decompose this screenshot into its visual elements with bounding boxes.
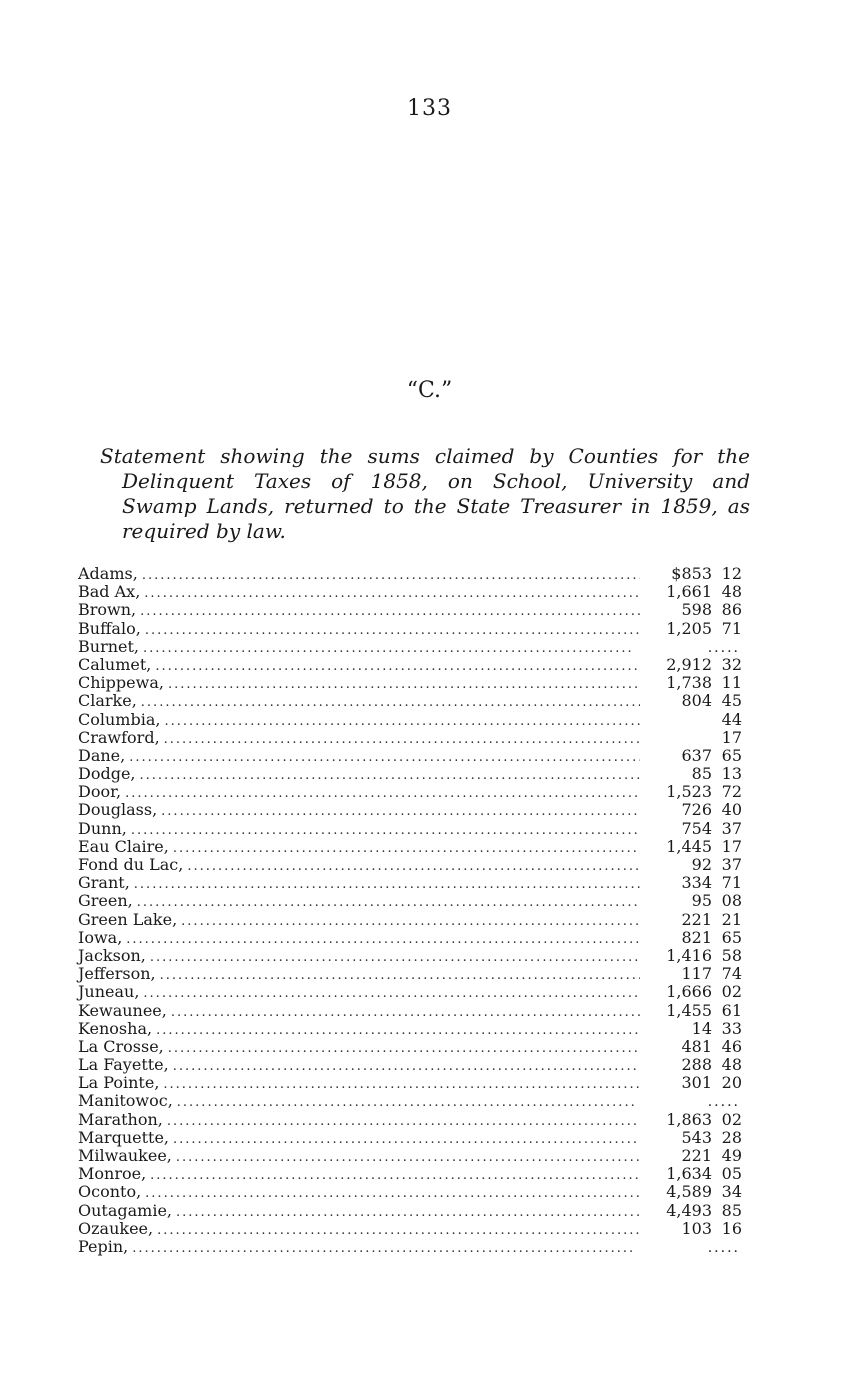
table-row bbox=[78, 856, 746, 874]
dot-leader bbox=[173, 840, 640, 858]
amount-dollars: $853 bbox=[671, 564, 712, 583]
dot-leader bbox=[143, 985, 640, 1003]
dot-leader bbox=[129, 749, 640, 767]
county-name: Monroe, bbox=[78, 1164, 147, 1184]
amount-dollars: 1,205 bbox=[666, 618, 712, 638]
table-row bbox=[78, 929, 746, 947]
amount-dollars: 85 bbox=[691, 764, 712, 784]
amount-dollars: 14 bbox=[691, 1018, 712, 1038]
dot-leader bbox=[125, 785, 640, 803]
amount-dollars: 1,634 bbox=[666, 1164, 712, 1184]
dot-leader bbox=[163, 1076, 640, 1094]
dot-leader bbox=[164, 713, 640, 731]
amount-dollars: 1,738 bbox=[666, 673, 712, 693]
amount-cents: 65 bbox=[721, 927, 742, 947]
county-name: La Crosse, bbox=[78, 1036, 164, 1056]
appendix-label: “C.” bbox=[406, 378, 453, 403]
amount-cents: 32 bbox=[721, 654, 742, 674]
amount-dollars: 288 bbox=[681, 1055, 712, 1075]
dot-leader bbox=[142, 567, 640, 585]
amount-cents: 61 bbox=[721, 1000, 742, 1020]
dot-leader bbox=[145, 622, 640, 640]
amount-cents: 16 bbox=[721, 1218, 742, 1238]
dot-leader bbox=[156, 1022, 640, 1040]
amount-dollars: 221 bbox=[681, 909, 712, 929]
dot-leader bbox=[176, 1149, 640, 1167]
county-name: Eau Claire, bbox=[78, 836, 169, 856]
table-row bbox=[78, 747, 746, 765]
county-name: Ozaukee, bbox=[78, 1218, 154, 1238]
amount-cents: 48 bbox=[721, 1055, 742, 1075]
dot-leader bbox=[164, 731, 640, 749]
dot-leader bbox=[157, 1222, 640, 1240]
table-row bbox=[78, 911, 746, 929]
table-row bbox=[78, 783, 746, 801]
table-row bbox=[78, 1056, 746, 1074]
table-row bbox=[78, 1165, 746, 1183]
dot-leader bbox=[137, 894, 640, 912]
amount-cents: 05 bbox=[721, 1164, 742, 1184]
table-row bbox=[78, 1183, 746, 1201]
amount-cents: 44 bbox=[721, 709, 742, 729]
dot-leader bbox=[150, 949, 640, 967]
dot-leader bbox=[143, 640, 634, 658]
table-row bbox=[78, 838, 746, 856]
table-row bbox=[78, 1129, 746, 1147]
amount-dollars: 726 bbox=[681, 800, 712, 820]
amount-dollars: 95 bbox=[691, 891, 712, 911]
county-name: Juneau, bbox=[78, 982, 140, 1002]
amount-dollars: 221 bbox=[681, 1146, 712, 1165]
amount-cents: 17 bbox=[721, 836, 742, 856]
table-row bbox=[78, 1111, 746, 1129]
county-name: Iowa, bbox=[78, 927, 123, 947]
blank-amount: ..... bbox=[707, 1239, 740, 1256]
table-row bbox=[78, 801, 746, 819]
county-name: Buffalo, bbox=[78, 618, 141, 638]
amount-cents: 12 bbox=[721, 564, 742, 583]
amount-dollars: 2,912 bbox=[666, 654, 712, 674]
county-name: Oconto, bbox=[78, 1182, 142, 1202]
county-name: Calumet, bbox=[78, 654, 152, 674]
county-name: Outagamie, bbox=[78, 1200, 173, 1220]
amount-cents: 21 bbox=[721, 909, 742, 929]
dot-leader bbox=[173, 1058, 640, 1076]
amount-cents: 72 bbox=[721, 782, 742, 802]
table-row bbox=[78, 874, 746, 892]
table-row bbox=[78, 1238, 746, 1256]
amount-cents: 20 bbox=[721, 1073, 742, 1093]
table-row bbox=[78, 565, 746, 583]
table-row bbox=[78, 656, 746, 674]
amount-cents: 02 bbox=[721, 1109, 742, 1129]
amount-dollars: 754 bbox=[681, 818, 712, 838]
county-name: Kenosha, bbox=[78, 1018, 153, 1038]
page-number: 133 bbox=[407, 96, 452, 121]
county-name: Kewaunee, bbox=[78, 1000, 167, 1020]
caption-line: required by law. bbox=[122, 519, 286, 543]
dot-leader bbox=[144, 585, 640, 603]
amount-dollars: 804 bbox=[681, 691, 712, 711]
amount-cents: 17 bbox=[721, 727, 742, 747]
amount-cents: 71 bbox=[721, 618, 742, 638]
county-name: Columbia, bbox=[78, 709, 161, 729]
amount-cents: 33 bbox=[721, 1018, 742, 1038]
amount-dollars: 821 bbox=[681, 927, 712, 947]
dot-leader bbox=[140, 603, 640, 621]
table-row bbox=[78, 892, 746, 910]
table-row bbox=[78, 965, 746, 983]
amount-cents: 08 bbox=[721, 891, 742, 911]
table-row bbox=[78, 1002, 746, 1020]
table-row bbox=[78, 674, 746, 692]
county-name: La Fayette, bbox=[78, 1055, 169, 1075]
dot-leader bbox=[168, 1040, 640, 1058]
amount-cents: 11 bbox=[721, 673, 742, 693]
dot-leader bbox=[145, 1185, 640, 1203]
amount-cents: 71 bbox=[721, 873, 742, 893]
table-row bbox=[78, 711, 746, 729]
amount-dollars: 543 bbox=[681, 1127, 712, 1147]
county-name: Douglass, bbox=[78, 800, 158, 820]
amount-dollars: 301 bbox=[681, 1073, 712, 1093]
amount-cents: 37 bbox=[721, 855, 742, 874]
amount-dollars: 1,455 bbox=[666, 1000, 712, 1020]
amount-dollars: 4,589 bbox=[666, 1182, 712, 1202]
county-name: Burnet, bbox=[78, 636, 139, 656]
county-tax-table bbox=[78, 565, 746, 1256]
blank-amount: ..... bbox=[707, 1094, 740, 1111]
amount-cents: 37 bbox=[721, 818, 742, 838]
dot-leader bbox=[176, 1204, 640, 1222]
amount-cents: 02 bbox=[721, 982, 742, 1002]
county-name: Pepin, bbox=[78, 1236, 129, 1256]
county-name: Fond du Lac, bbox=[78, 855, 184, 874]
county-name: Clarke, bbox=[78, 691, 137, 711]
amount-cents: 45 bbox=[721, 691, 742, 711]
amount-dollars: 103 bbox=[681, 1218, 712, 1238]
county-name: Bad Ax, bbox=[78, 582, 141, 602]
amount-cents: 46 bbox=[721, 1036, 742, 1056]
county-name: Door, bbox=[78, 782, 122, 802]
amount-dollars: 117 bbox=[681, 964, 712, 984]
county-name: Jackson, bbox=[78, 945, 146, 965]
caption-line: Statement showing the sums claimed by Counties for the bbox=[100, 444, 750, 468]
county-name: Grant, bbox=[78, 873, 130, 893]
table-row bbox=[78, 601, 746, 619]
amount-cents: 65 bbox=[721, 745, 742, 765]
amount-cents: 49 bbox=[721, 1146, 742, 1165]
amount-cents: 48 bbox=[721, 582, 742, 602]
dot-leader bbox=[181, 913, 640, 931]
table-row bbox=[78, 1074, 746, 1092]
amount-dollars: 481 bbox=[681, 1036, 712, 1056]
dot-leader bbox=[155, 658, 640, 676]
dot-leader bbox=[160, 967, 640, 985]
table-row bbox=[78, 1038, 746, 1056]
county-name: Adams, bbox=[78, 564, 138, 583]
table-row bbox=[78, 947, 746, 965]
amount-dollars: 637 bbox=[681, 745, 712, 765]
table-row bbox=[78, 1147, 746, 1165]
amount-dollars: 1,666 bbox=[666, 982, 712, 1002]
blank-amount: ..... bbox=[707, 639, 740, 656]
table-row bbox=[78, 1220, 746, 1238]
amount-cents: 85 bbox=[721, 1200, 742, 1220]
dot-leader bbox=[177, 1094, 634, 1112]
amount-cents: 74 bbox=[721, 964, 742, 984]
dot-leader bbox=[167, 1113, 640, 1131]
amount-cents: 13 bbox=[721, 764, 742, 784]
amount-dollars: 598 bbox=[681, 600, 712, 620]
county-name: Chippewa, bbox=[78, 673, 164, 693]
table-row bbox=[78, 692, 746, 710]
amount-cents: 34 bbox=[721, 1182, 742, 1202]
dot-leader bbox=[150, 1167, 640, 1185]
dot-leader bbox=[187, 858, 640, 876]
dot-leader bbox=[161, 803, 640, 821]
dot-leader bbox=[131, 822, 640, 840]
amount-cents: 58 bbox=[721, 945, 742, 965]
amount-dollars: 1,445 bbox=[666, 836, 712, 856]
county-name: Green Lake, bbox=[78, 909, 178, 929]
dot-leader bbox=[171, 1004, 640, 1022]
county-name: Dodge, bbox=[78, 764, 136, 784]
table-row bbox=[78, 1202, 746, 1220]
amount-dollars: 334 bbox=[681, 873, 712, 893]
county-name: Dane, bbox=[78, 745, 126, 765]
dot-leader bbox=[140, 767, 641, 785]
caption-line: Delinquent Taxes of 1858, on School, University and bbox=[122, 469, 750, 493]
county-name: Brown, bbox=[78, 600, 137, 620]
dot-leader bbox=[126, 931, 640, 949]
county-name: Manitowoc, bbox=[78, 1091, 173, 1111]
table-row bbox=[78, 983, 746, 1001]
county-name: La Pointe, bbox=[78, 1073, 160, 1093]
table-row bbox=[78, 638, 746, 656]
county-name: Marathon, bbox=[78, 1109, 163, 1129]
dot-leader bbox=[168, 676, 640, 694]
table-row bbox=[78, 1092, 746, 1110]
amount-dollars: 4,493 bbox=[666, 1200, 712, 1220]
table-row bbox=[78, 729, 746, 747]
amount-dollars: 92 bbox=[691, 855, 712, 874]
table-row bbox=[78, 820, 746, 838]
table-row bbox=[78, 583, 746, 601]
dot-leader bbox=[134, 876, 640, 894]
amount-cents: 86 bbox=[721, 600, 742, 620]
county-name: Dunn, bbox=[78, 818, 127, 838]
table-row bbox=[78, 1020, 746, 1038]
table-row bbox=[78, 620, 746, 638]
amount-dollars: 1,416 bbox=[666, 945, 712, 965]
county-name: Green, bbox=[78, 891, 133, 911]
county-name: Crawford, bbox=[78, 727, 160, 747]
county-name: Jefferson, bbox=[78, 964, 156, 984]
dot-leader bbox=[141, 694, 640, 712]
statement-caption bbox=[100, 444, 750, 544]
amount-dollars: 1,523 bbox=[666, 782, 712, 802]
caption-line: Swamp Lands, returned to the State Treasurer in 1859, as bbox=[122, 494, 750, 518]
table-row bbox=[78, 765, 746, 783]
county-name: Marquette, bbox=[78, 1127, 169, 1147]
amount-dollars: 1,661 bbox=[666, 582, 712, 602]
amount-cents: 28 bbox=[721, 1127, 742, 1147]
amount-cents: 40 bbox=[721, 800, 742, 820]
dot-leader bbox=[173, 1131, 640, 1149]
dot-leader bbox=[132, 1240, 634, 1258]
amount-dollars: 1,863 bbox=[666, 1109, 712, 1129]
county-name: Milwaukee, bbox=[78, 1146, 172, 1165]
